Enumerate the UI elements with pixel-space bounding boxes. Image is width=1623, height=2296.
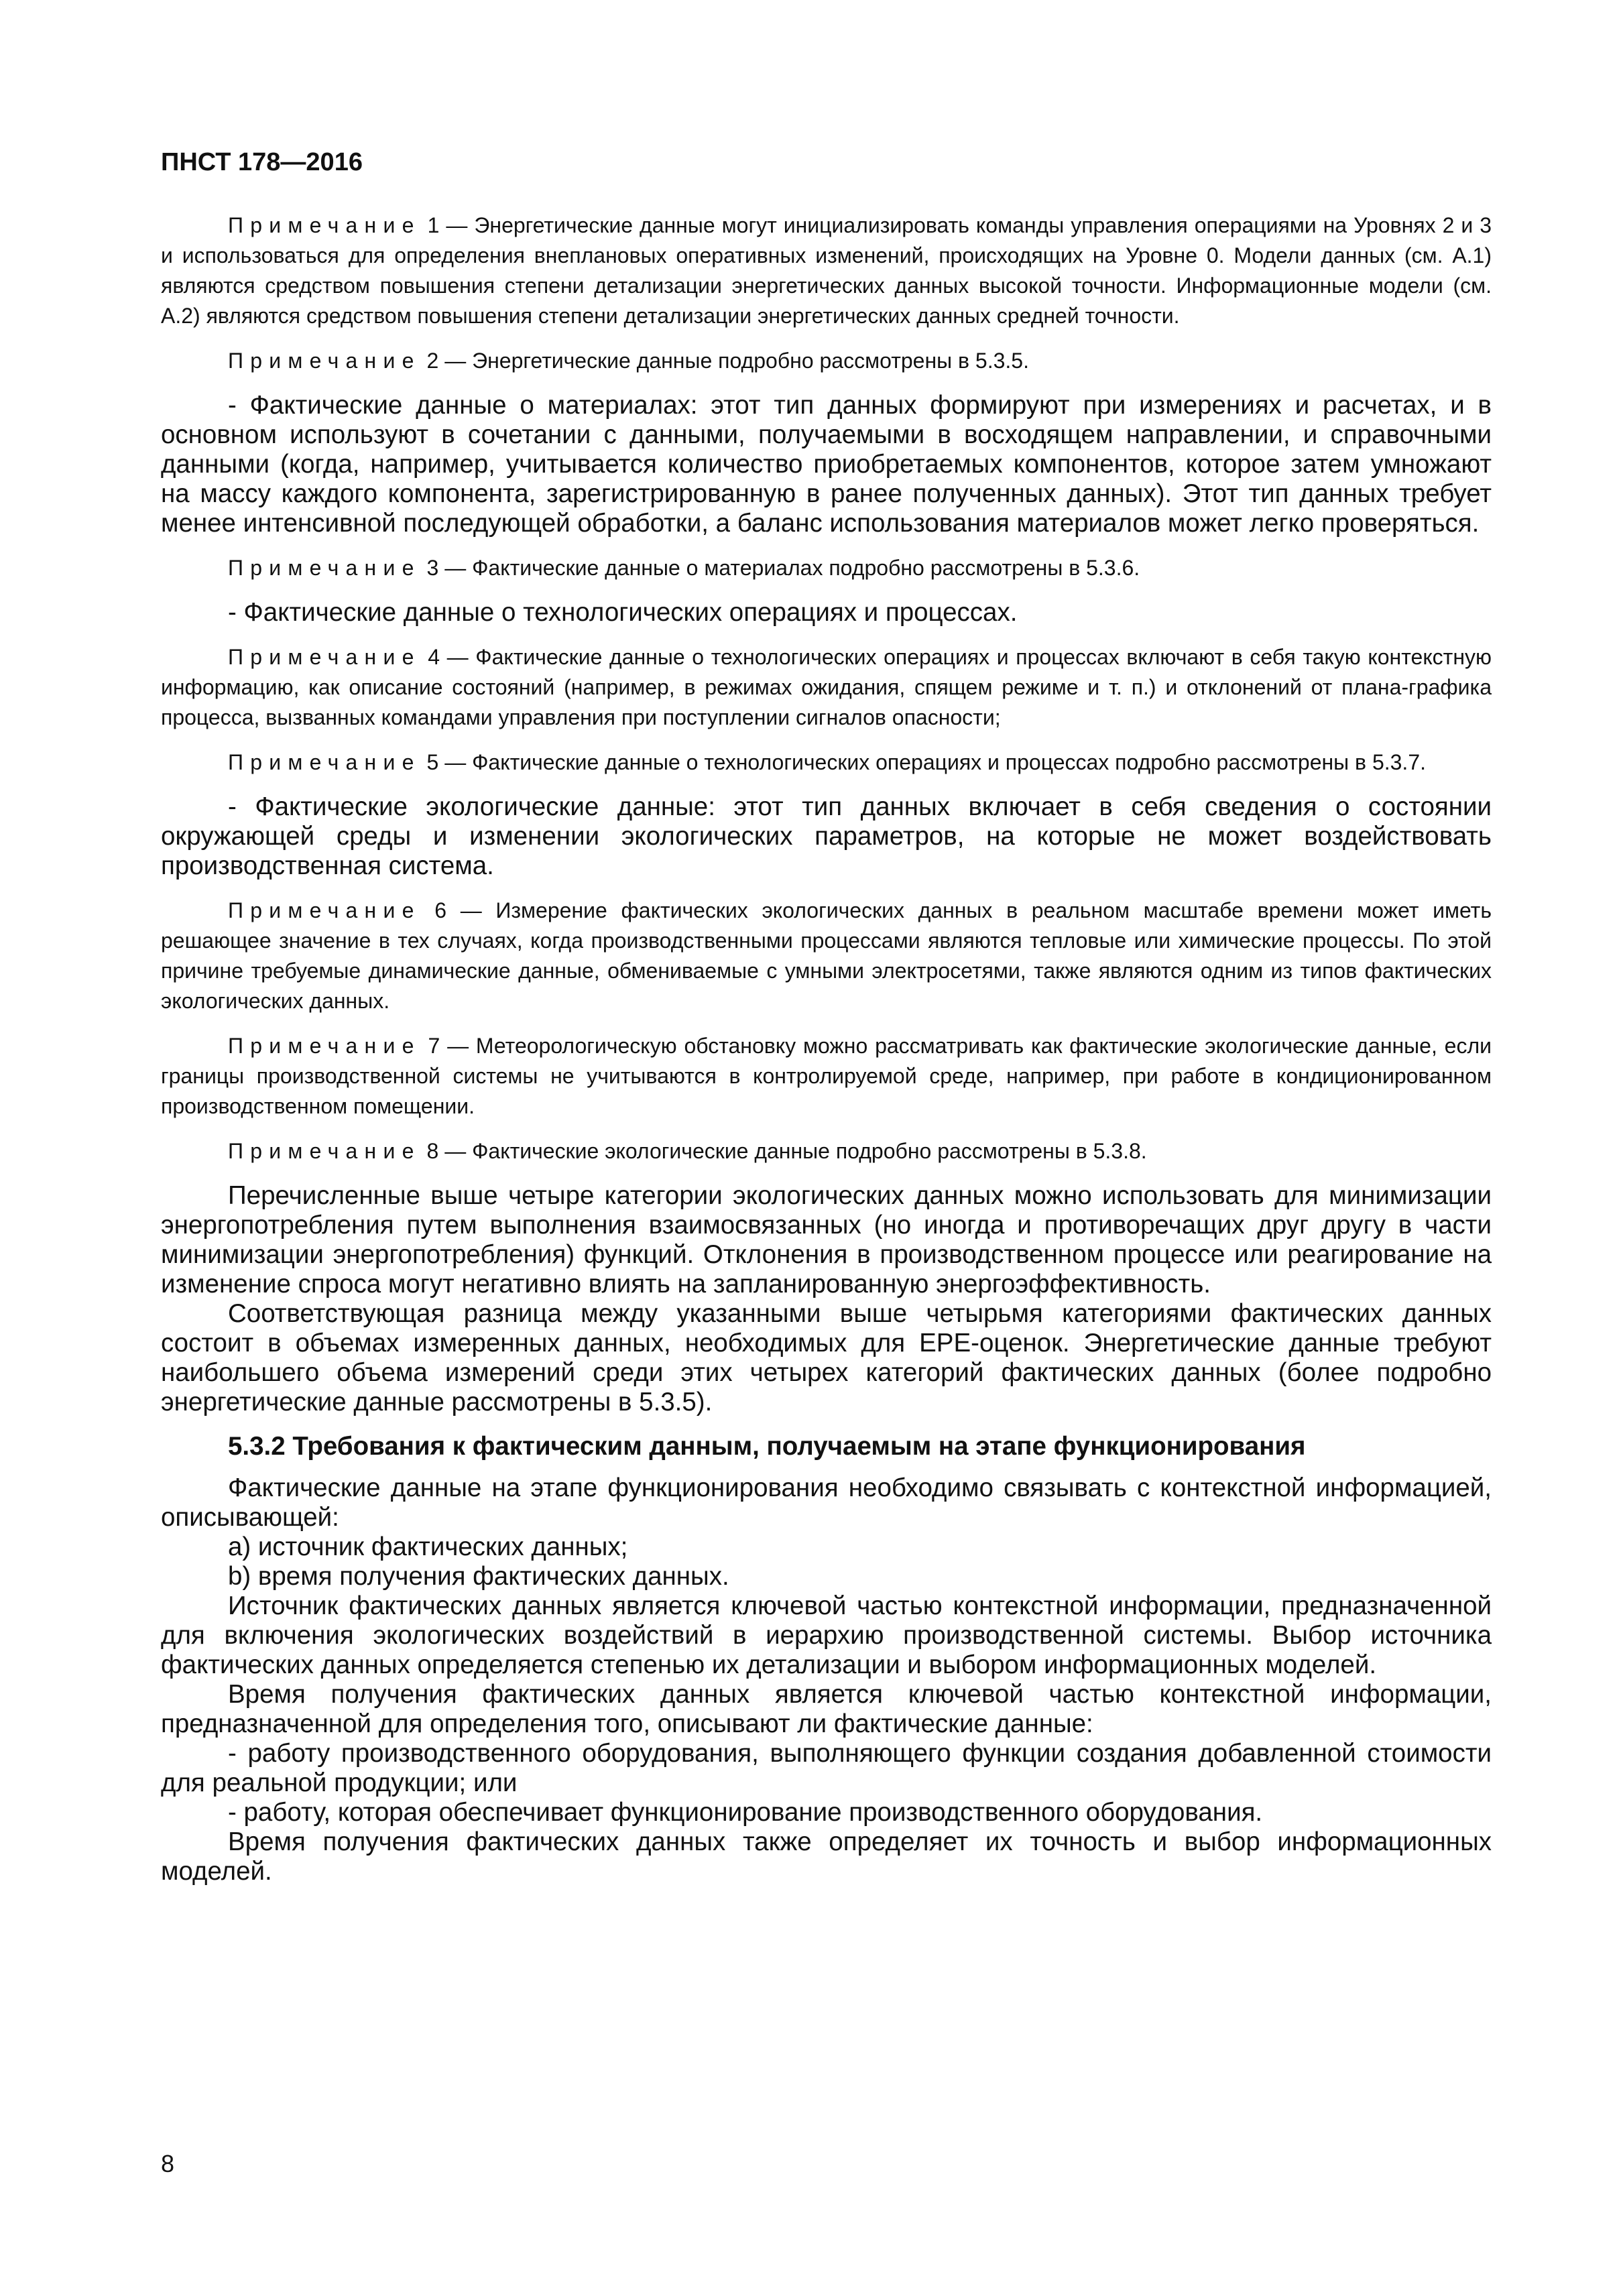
note-label: Примечание — [228, 555, 421, 580]
note-4 — [161, 642, 1492, 733]
list-item-operations: - Фактические данные о технологических операциях и процессах. — [228, 597, 1018, 627]
note-number: 2 — [426, 348, 439, 373]
note-label: Примечание — [228, 898, 421, 922]
list-item-b: b) время получения фактических данных. — [228, 1561, 729, 1591]
note-1 — [161, 210, 1492, 331]
note-label: Примечание — [228, 213, 421, 237]
paragraph-time: Время получения фактических данных является ключевой частью контекстной информации, предназначенной для определения того, описывают ли фактические данные: — [161, 1679, 1492, 1738]
paragraph-difference: Соответствующая разница между указанными выше четырьмя категориями фактических данных состоит в объемах измеренных данных, необходимых для EPE-оценок. Энергетические данные требуют наибольшего объема измерений среди этих четырех категорий фактических данных (более подробно энергетические данные рассмотрены в 5.3.5). — [161, 1298, 1492, 1416]
note-text: — Энергетические данные могут инициализировать команды управления операциями на Уровнях 2 и 3 и использоваться для определения внеплановых оперативных изменений, происходящих на Уровне 0. Модели данных (см. А.1) являются средством повышения степени детализации энергетических данных высокой точности. Информационные модели (см. А.2) являются средством повышения степени детализации энергетических данных средней точности. — [161, 213, 1492, 328]
note-number: 4 — [428, 644, 440, 669]
note-text: — Фактические данные о технологических операциях и процессах включают в себя такую контекстную информацию, как описание состояний (например, в режимах ожидания, спящем режиме и т. п.) и отклонений от плана-графика процесса, вызванных командами управления при поступлении сигналов опасности; — [161, 644, 1492, 729]
note-8 — [161, 1136, 1492, 1166]
list-item-a: а) источник фактических данных; — [228, 1532, 628, 1561]
list-item-ecological: - Фактические экологические данные: этот тип данных включает в себя сведения о состоянии окружающей среды и изменении экологических параметров, на которые не может воздействовать производственная система. — [161, 792, 1492, 880]
note-label: Примечание — [228, 749, 421, 774]
paragraph-source: Источник фактических данных является ключевой частью контекстной информации, предназначенной для включения экологических воздействий в иерархию производственной системы. Выбор источника фактических данных определяется степенью их детализации и выбором информационных моделей. — [161, 1591, 1492, 1679]
document-code-header: ПНСТ 178—2016 — [161, 148, 363, 176]
section-heading: 5.3.2 Требования к фактическим данным, получаемым на этапе функционирования — [228, 1431, 1306, 1461]
note-number: 5 — [426, 749, 439, 774]
note-number: 1 — [427, 213, 440, 237]
note-number: 7 — [428, 1033, 440, 1058]
paragraph-context: Фактические данные на этапе функционирования необходимо связывать с контекстной информацией, описывающей: — [161, 1473, 1492, 1532]
note-3 — [161, 553, 1492, 583]
note-text: — Измерение фактических экологических данных в реальном масштабе времени может иметь решающее значение в тех случаях, когда производственными процессами являются тепловые или химические процессы. По этой причине требуемые динамические данные, обмениваемые с умными электросетями, также являются одним из типов фактических экологических данных. — [161, 898, 1492, 1013]
document-page — [161, 147, 1492, 1886]
note-label: Примечание — [228, 348, 421, 373]
list-item-work-2: - работу, которая обеспечивает функционирование производственного оборудования. — [228, 1797, 1263, 1827]
list-item-materials: - Фактические данные о материалах: этот тип данных формируют при измерениях и расчетах, и в основном используют в сочетании с данными, получаемыми в восходящем направлении, и справочными данными (когда, например, учитывается количество приобретаемых компонентов, которое затем умножают на массу каждого компонента, зарегистрированную в ранее полученных данных). Этот тип данных требует менее интенсивной последующей обработки, а баланс использования материалов может легко проверяться. — [161, 390, 1492, 538]
note-2 — [161, 346, 1492, 376]
note-6 — [161, 896, 1492, 1016]
note-text: — Фактические экологические данные подробно рассмотрены в 5.3.8. — [444, 1138, 1147, 1163]
paragraph-accuracy: Время получения фактических данных также определяет их точность и выбор информационных моделей. — [161, 1827, 1492, 1886]
note-5 — [161, 747, 1492, 778]
note-label: Примечание — [228, 1138, 421, 1163]
note-label: Примечание — [228, 1033, 421, 1058]
page-number: 8 — [161, 2150, 175, 2177]
note-number: 8 — [426, 1138, 439, 1163]
note-text: — Метеорологическую обстановку можно рассматривать как фактические экологические данные, если границы производственной системы не учитываются в контролируемой среде, например, при работе в кондиционированном производственном помещении. — [161, 1033, 1492, 1118]
note-number: 3 — [426, 555, 439, 580]
note-text: — Энергетические данные подробно рассмотрены в 5.3.5. — [444, 348, 1029, 373]
note-text: — Фактические данные о материалах подробно рассмотрены в 5.3.6. — [444, 555, 1140, 580]
note-label: Примечание — [228, 644, 421, 669]
note-text: — Фактические данные о технологических операциях и процессах подробно рассмотрены в 5.3.7. — [444, 749, 1426, 774]
note-number: 6 — [434, 898, 447, 922]
note-7 — [161, 1031, 1492, 1122]
paragraph-categories: Перечисленные выше четыре категории экологических данных можно использовать для минимизации энергопотребления путем выполнения взаимосвязанных (но иногда и противоречащих друг другу в части минимизации энергопотребления) функций. Отклонения в производственном процессе или реагирование на изменение спроса могут негативно влиять на запланированную энергоэффективность. — [161, 1181, 1492, 1298]
list-item-work-1: - работу производственного оборудования, выполняющего функции создания добавленной стоимости для реальной продукции; или — [161, 1738, 1492, 1797]
